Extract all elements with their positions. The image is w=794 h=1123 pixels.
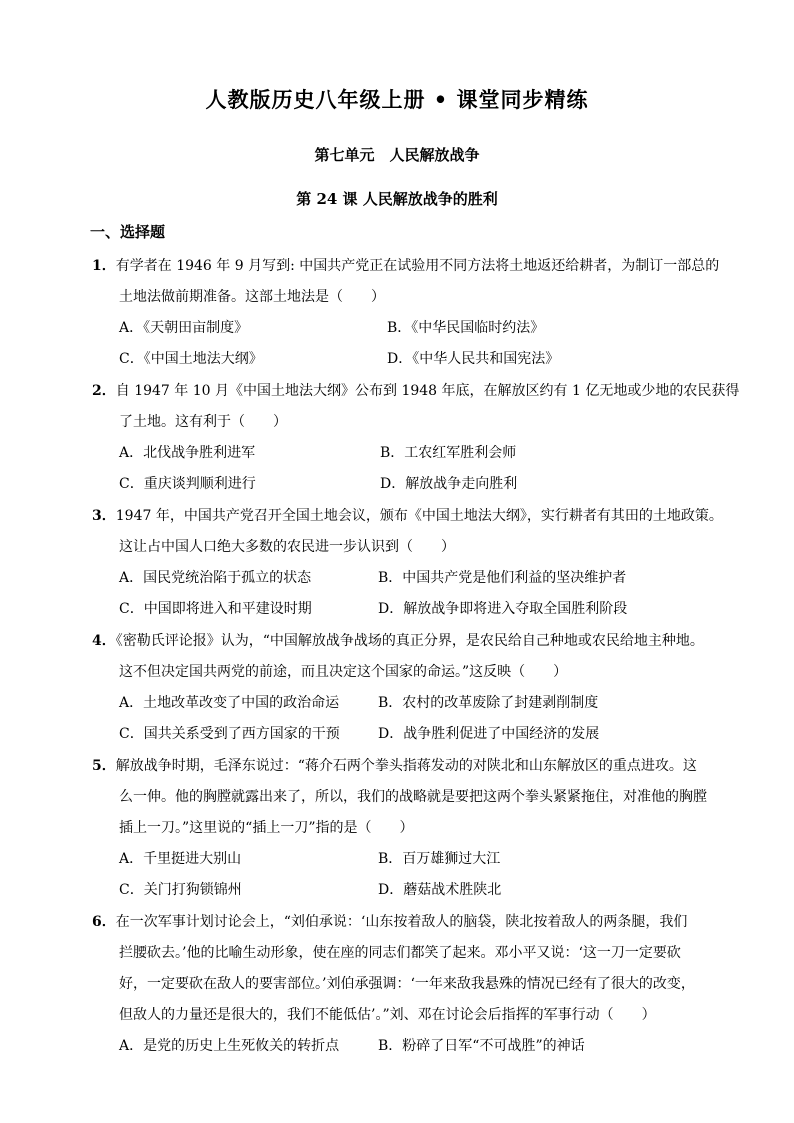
question-4-line-2: 这不但决定国共两党的前途，而且决定这个国家的命运。”这反映（ ） — [119, 664, 568, 680]
question-1-line-2: 土地法做前期准备。这部土地法是（ ） — [119, 289, 385, 305]
question-4-line-1: 4．《密勒氏评论报》认为，“中国解放战争战场的真正分界，是农民给自己种地或农民给地主种地。 — [92, 633, 704, 649]
question-number: 2． — [92, 383, 116, 399]
option-c[interactable]: C．国共关系受到了西方国家的干预 — [119, 726, 340, 742]
option-c[interactable]: C．关门打狗锁锦州 — [119, 882, 242, 898]
option-d[interactable]: D．解放战争即将进入夺取全国胜利阶段 — [378, 601, 628, 617]
option-a[interactable]: A．《天朝田亩制度》 — [119, 320, 249, 336]
option-d[interactable]: D．解放战争走向胜利 — [380, 476, 518, 492]
option-b[interactable]: B．农村的改革废除了封建剥削制度 — [378, 695, 599, 711]
question-3-line-2: 这让占中国人口绝大多数的农民进一步认识到（ ） — [119, 539, 455, 555]
option-c[interactable]: C．中国即将进入和平建设时期 — [119, 601, 312, 617]
option-b[interactable]: B．工农红军胜利会师 — [380, 445, 517, 461]
option-b[interactable]: B．粉碎了日军“不可战胜”的神话 — [378, 1038, 585, 1054]
question-5-line-1: 5．解放战争时期，毛泽东说过：“蒋介石两个拳头指蒋发动的对陕北和山东解放区的重点进攻。这 — [92, 758, 697, 774]
document-title: 人教版历史八年级上册 • 课堂同步精练 — [205, 87, 589, 112]
question-number: 5． — [92, 758, 116, 774]
lesson-heading: 第 24 课 人民解放战争的胜利 — [296, 190, 498, 208]
option-b[interactable]: B．《中华民国临时约法》 — [387, 320, 545, 336]
question-6-line-1: 6．在一次军事计划讨论会上，“刘伯承说：‘山东按着敌人的脑袋，陕北按着敌人的两条腿，我们 — [92, 914, 688, 930]
question-2-line-1: 2．自 1947 年 10 月《中国土地法大纲》公布到 1948 年底，在解放区约有 1 亿无地或少地的农民获得 — [92, 383, 740, 399]
question-6-line-3: 好，一定要砍在敌人的要害部位。’刘伯承强调：‘一年来敌我悬殊的情况已经有了很大的改变， — [119, 976, 695, 992]
question-number: 1． — [92, 258, 116, 274]
option-a[interactable]: A．土地改革改变了中国的政治命运 — [119, 695, 340, 711]
question-number: 4． — [92, 633, 116, 649]
option-a[interactable]: A．千里挺进大别山 — [119, 851, 242, 867]
question-6-line-2: 拦腰砍去。’他的比喻生动形象，使在座的同志们都笑了起来。邓小平又说：‘这一刀一定要砍 — [119, 945, 681, 961]
option-c[interactable]: C．重庆谈判顺利进行 — [119, 476, 256, 492]
option-b[interactable]: B．百万雄狮过大江 — [378, 851, 501, 867]
option-a[interactable]: A．是党的历史上生死攸关的转折点 — [119, 1038, 340, 1054]
option-c[interactable]: C．《中国土地法大纲》 — [119, 351, 263, 367]
question-1-line-1: 1．有学者在 1946 年 9 月写到: 中国共产党正在试验用不同方法将土地返还给耕者，为制订一部总的 — [92, 258, 720, 274]
question-6-line-4: 但敌人的力量还是很大的，我们不能低估’。”刘、邓在讨论会后指挥的军事行动（ ） — [119, 1007, 656, 1023]
option-a[interactable]: A．国民党统治陷于孤立的状态 — [119, 570, 312, 586]
option-b[interactable]: B．中国共产党是他们利益的坚决维护者 — [378, 570, 627, 586]
question-5-line-2: 么一伸。他的胸膛就露出来了，所以，我们的战略就是要把这两个拳头紧紧拖住，对准他的胸膛 — [119, 789, 707, 805]
unit-heading: 第七单元 人民解放战争 — [314, 146, 480, 164]
question-2-line-2: 了土地。这有利于（ ） — [119, 414, 287, 430]
option-d[interactable]: D．蘑菇战术胜陕北 — [378, 882, 502, 898]
section-heading: 一、选择题 — [90, 223, 166, 241]
question-3-line-1: 3．1947 年，中国共产党召开全国土地会议，颁布《中国土地法大纲》，实行耕者有其田的土地政策。 — [92, 508, 723, 524]
option-d[interactable]: D．《中华人民共和国宪法》 — [387, 351, 560, 367]
question-5-line-3: 插上一刀。”这里说的“插上一刀”指的是（ ） — [119, 820, 414, 836]
question-number: 3． — [92, 508, 116, 524]
question-number: 6． — [92, 914, 116, 930]
option-d[interactable]: D．战争胜利促进了中国经济的发展 — [378, 726, 600, 742]
option-a[interactable]: A．北伐战争胜利进军 — [119, 445, 256, 461]
